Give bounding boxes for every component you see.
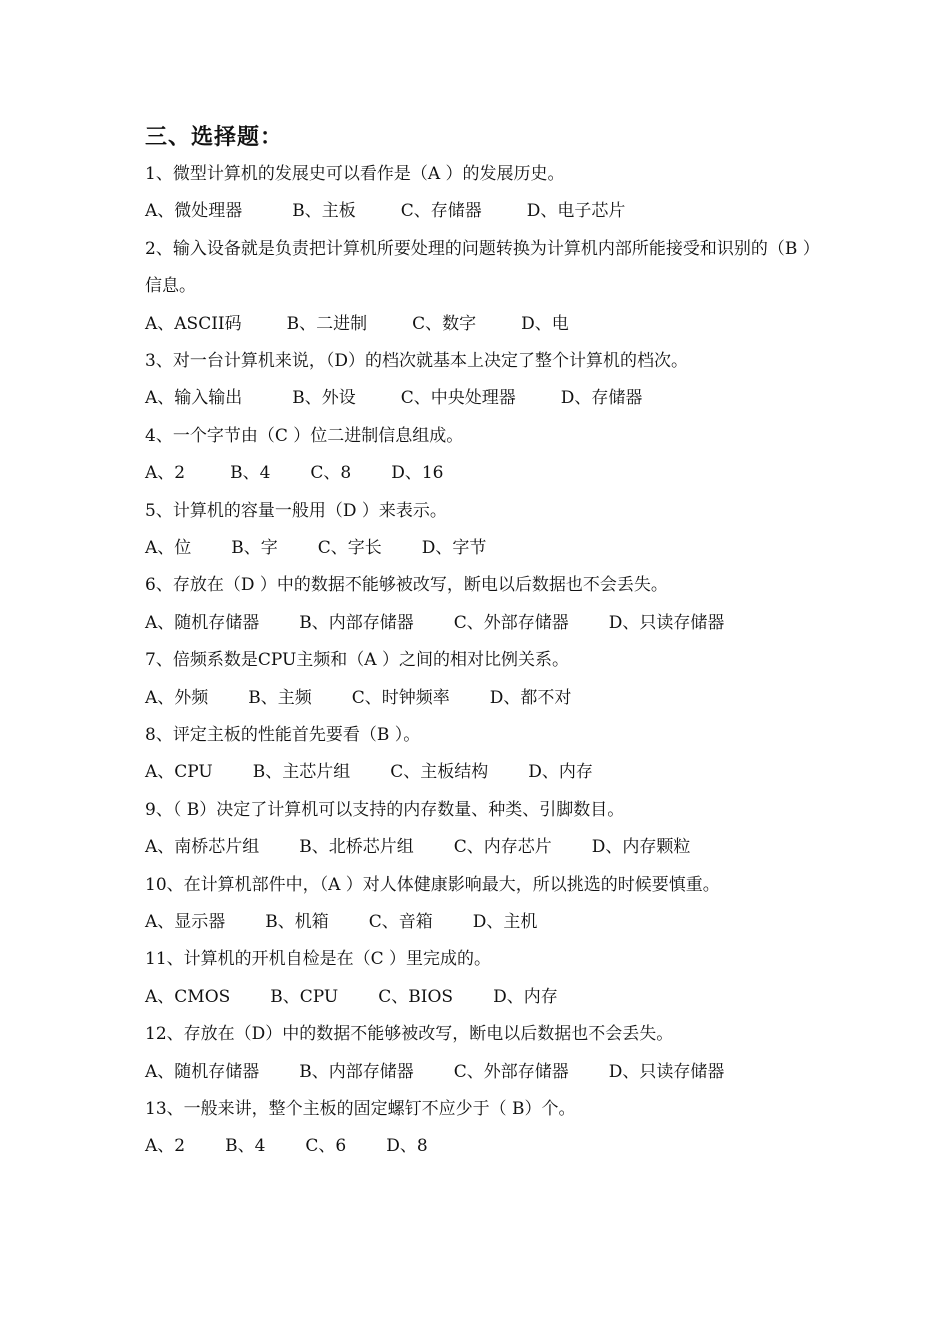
question-stem: 4、一个字节由（C ）位二进制信息组成。: [145, 425, 464, 446]
answer-option: B、外设: [292, 388, 356, 409]
answer-option: A、2: [145, 463, 186, 484]
answer-option: C、字长: [317, 538, 382, 558]
answer-option: D、8: [386, 1136, 428, 1157]
question-stem: 7、倍频系数是CPU主频和（A ）之间的相对比例关系。: [145, 650, 569, 671]
answer-option: A、外频: [145, 687, 209, 708]
answer-options: [145, 605, 825, 642]
answer-option: A、南桥芯片组: [145, 837, 260, 858]
question-list: [145, 156, 825, 1166]
answer-option: A、CPU: [145, 762, 213, 783]
answer-option: C、BIOS: [378, 986, 454, 1007]
answer-options: [145, 530, 825, 567]
question-stem: 13、一般来讲，整个主板的固定螺钉不应少于（ B）个。: [145, 1098, 576, 1119]
answer-option: D、电子芯片: [526, 201, 626, 222]
answer-option: D、内存颗粒: [591, 837, 691, 858]
question-item: [145, 867, 825, 942]
answer-options: [145, 455, 825, 492]
answer-option: C、存储器: [400, 201, 482, 222]
answer-options: [145, 829, 825, 866]
answer-option: D、字节: [421, 538, 487, 558]
answer-option: B、4: [230, 463, 271, 484]
answer-option: B、二进制: [286, 313, 368, 334]
answer-option: C、中央处理器: [400, 388, 516, 409]
answer-option: A、随机存储器: [145, 1061, 260, 1082]
answer-option: B、北桥芯片组: [299, 837, 414, 858]
answer-option: C、外部存储器: [453, 612, 569, 633]
question-item: [145, 1091, 825, 1166]
answer-option: C、时钟频率: [351, 687, 450, 708]
question-item: [145, 493, 825, 568]
answer-options: [145, 680, 825, 717]
answer-option: A、随机存储器: [145, 612, 260, 633]
section-title: 三、选择题：: [145, 124, 284, 150]
answer-option: A、位: [145, 538, 192, 558]
answer-options: [145, 979, 825, 1016]
answer-option: B、主频: [248, 687, 312, 708]
question-stem: 5、计算机的容量一般用（D ）来表示。: [145, 500, 447, 521]
answer-option: A、输入输出: [145, 388, 243, 409]
answer-options: [145, 306, 825, 343]
question-item: [145, 418, 825, 493]
question-stem: 3、对一台计算机来说，（D）的档次就基本上决定了整个计算机的档次。: [145, 351, 688, 371]
answer-option: A、ASCII码: [145, 313, 242, 334]
answer-option: C、内存芯片: [453, 837, 552, 858]
question-item: [145, 567, 825, 642]
answer-option: B、主芯片组: [252, 762, 351, 783]
answer-option: D、电: [521, 313, 569, 334]
answer-option: A、2: [145, 1136, 186, 1157]
question-item: [145, 717, 825, 792]
answer-option: C、音箱: [368, 911, 433, 932]
question-stem: 1、微型计算机的发展史可以看作是（A ）的发展历史。: [145, 164, 565, 184]
answer-options: [145, 904, 825, 941]
answer-option: B、内部存储器: [299, 1061, 414, 1082]
answer-option: D、只读存储器: [608, 612, 725, 633]
answer-option: D、内存: [493, 986, 558, 1007]
answer-option: D、存储器: [560, 388, 643, 409]
question-item: [145, 1016, 825, 1091]
answer-options: [145, 1054, 825, 1091]
answer-option: A、CMOS: [145, 986, 231, 1007]
answer-option: B、字: [231, 538, 278, 558]
question-item: [145, 941, 825, 1016]
answer-option: C、主板结构: [390, 762, 489, 783]
answer-option: D、只读存储器: [608, 1061, 725, 1082]
answer-option: C、外部存储器: [453, 1061, 569, 1082]
answer-option: B、内部存储器: [299, 612, 414, 633]
answer-option: B、主板: [292, 201, 356, 222]
question-stem: 9、（ B）决定了计算机可以支持的内存数量、种类、引脚数目。: [145, 799, 625, 820]
answer-options: [145, 754, 825, 791]
question-item: [145, 231, 825, 343]
answer-option: B、机箱: [265, 911, 329, 932]
question-stem: 8、评定主板的性能首先要看（B ）。: [145, 724, 421, 745]
answer-option: C、8: [310, 463, 352, 484]
answer-options: [145, 193, 825, 230]
question-item: [145, 792, 825, 867]
answer-options: [145, 1128, 825, 1165]
question-item: [145, 642, 825, 717]
answer-option: D、16: [391, 463, 444, 484]
answer-option: B、CPU: [270, 986, 339, 1007]
answer-options: [145, 380, 825, 417]
answer-option: D、主机: [472, 911, 538, 932]
question-stem: 6、存放在（D ）中的数据不能够被改写，断电以后数据也不会丢失。: [145, 575, 668, 596]
question-stem: 12、存放在（D）中的数据不能够被改写，断电以后数据也不会丢失。: [145, 1024, 674, 1045]
answer-option: C、6: [305, 1136, 347, 1157]
answer-option: D、都不对: [489, 687, 572, 708]
answer-option: A、显示器: [145, 911, 226, 932]
question-item: [145, 156, 825, 231]
question-stem: 11、计算机的开机自检是在（C ）里完成的。: [145, 949, 492, 970]
answer-option: C、数字: [412, 313, 477, 334]
question-stem: 10、在计算机部件中，（A ）对人体健康影响最大，所以挑选的时候要慎重。: [145, 874, 720, 895]
question-item: [145, 343, 825, 418]
answer-option: B、4: [225, 1136, 266, 1157]
answer-option: D、内存: [528, 762, 593, 783]
question-stem: 2、输入设备就是负责把计算机所要处理的问题转换为计算机内部所能接受和识别的（B ）信息。: [145, 238, 820, 297]
answer-option: A、微处理器: [145, 201, 243, 222]
